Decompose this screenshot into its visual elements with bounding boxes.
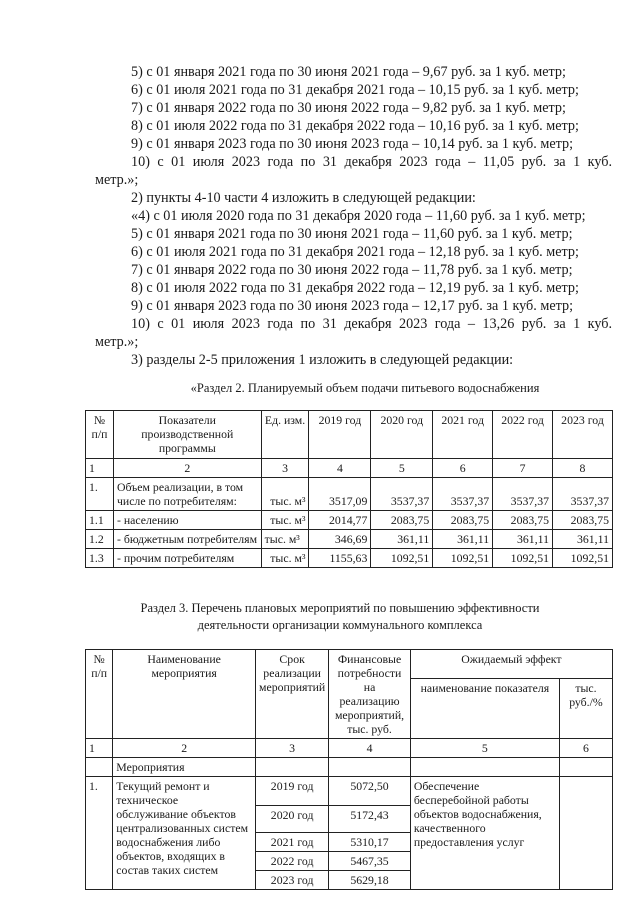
row-value: 361,11 xyxy=(493,530,553,549)
header-term: Срок реализации мероприятий xyxy=(256,650,329,739)
row-value: 2083,75 xyxy=(493,511,553,530)
row-value: 1092,51 xyxy=(433,549,493,568)
table-row xyxy=(86,478,613,511)
text-line: 7) с 01 января 2022 года по 30 июня 2022 года – 9,82 руб. за 1 куб. метр; xyxy=(131,100,566,116)
section3-caption xyxy=(110,600,570,634)
header-name: Наименование мероприятия xyxy=(113,650,256,739)
column-number: 3 xyxy=(256,739,329,758)
row-value: 3537,37 xyxy=(493,478,553,511)
empty-cell xyxy=(256,758,329,777)
column-number-row xyxy=(86,459,613,478)
row-value: 2083,75 xyxy=(553,511,613,530)
row-value: 361,11 xyxy=(433,530,493,549)
column-number-row xyxy=(86,739,613,758)
empty-cell xyxy=(559,758,612,777)
row-amount: 5310,17 xyxy=(329,833,411,852)
column-number: 2 xyxy=(113,459,261,478)
row-value: 1092,51 xyxy=(371,549,433,568)
header-num: № п/п xyxy=(86,650,113,739)
row-value: 2014,77 xyxy=(309,511,371,530)
text-line: 8) с 01 июля 2022 года по 31 декабря 2022 года – 12,19 руб. за 1 куб. метр; xyxy=(131,280,579,296)
section3-caption-line: деятельности организации коммунального комплекса xyxy=(197,618,483,632)
group-label: Мероприятия xyxy=(113,758,256,777)
row-amount: 5172,43 xyxy=(329,806,411,833)
header-year: 2023 год xyxy=(553,411,613,459)
table-row xyxy=(86,777,613,806)
header-unit: Ед. изм. xyxy=(261,411,309,459)
row-unit: тыс. м³ xyxy=(261,478,309,511)
column-number: 1 xyxy=(86,459,114,478)
row-name: - населению xyxy=(113,511,261,530)
header-year: 2021 год xyxy=(433,411,493,459)
row-num: 1.2 xyxy=(86,530,114,549)
header-indicators: Показатели производственной программы xyxy=(113,411,261,459)
table-row xyxy=(86,530,613,549)
header-year: 2020 год xyxy=(371,411,433,459)
text-line: 7) с 01 января 2022 года по 30 июня 2022 года – 11,78 руб. за 1 куб. метр; xyxy=(131,262,573,278)
row-value: 2083,75 xyxy=(433,511,493,530)
section2-table xyxy=(85,410,613,568)
column-number: 1 xyxy=(86,739,113,758)
header-effect-unit: тыс. руб./% xyxy=(559,679,612,739)
row-value: 346,69 xyxy=(309,530,371,549)
text-line: 9) с 01 января 2023 года по 30 июня 2023 года – 12,17 руб. за 1 куб. метр; xyxy=(131,298,574,314)
text-line: метр.»; xyxy=(95,334,139,350)
row-year: 2023 год xyxy=(256,871,329,890)
table-row xyxy=(86,511,613,530)
row-value: 3537,37 xyxy=(433,478,493,511)
row-unit: тыс. м³ xyxy=(261,530,309,549)
text-line: 5) с 01 января 2021 года по 30 июня 2021 года – 9,67 руб. за 1 куб. метр; xyxy=(131,64,566,80)
row-amount: 5629,18 xyxy=(329,871,411,890)
row-year: 2020 год xyxy=(256,806,329,833)
row-num: 1. xyxy=(86,777,113,890)
empty-cell xyxy=(329,758,411,777)
row-year: 2021 год xyxy=(256,833,329,852)
header-year: 2019 год xyxy=(309,411,371,459)
column-number: 8 xyxy=(553,459,613,478)
text-line: «4) с 01 июля 2020 года по 31 декабря 2020 года – 11,60 руб. за 1 куб. метр; xyxy=(131,208,586,224)
text-line: 5) с 01 января 2021 года по 30 июня 2021 года – 11,60 руб. за 1 куб. метр; xyxy=(131,226,573,242)
row-value: 3537,37 xyxy=(371,478,433,511)
row-amount: 5072,50 xyxy=(329,777,411,806)
column-number: 4 xyxy=(329,739,411,758)
row-year: 2022 год xyxy=(256,852,329,871)
header-effect: Ожидаемый эффект xyxy=(410,650,612,679)
text-line: 6) с 01 июля 2021 года по 31 декабря 2021 года – 10,15 руб. за 1 куб. метр; xyxy=(131,82,579,98)
row-num: 1.1 xyxy=(86,511,114,530)
column-number: 5 xyxy=(410,739,559,758)
text-line: 10) с 01 июля 2023 года по 31 декабря 2023 года – 11,05 руб. за 1 куб. xyxy=(131,154,612,170)
empty-cell xyxy=(410,758,559,777)
group-row xyxy=(86,758,613,777)
text-line: 2) пункты 4-10 части 4 изложить в следующей редакции: xyxy=(131,190,476,206)
table-row xyxy=(86,549,613,568)
text-line: 10) с 01 июля 2023 года по 31 декабря 2023 года – 13,26 руб. за 1 куб. xyxy=(131,316,612,332)
column-number: 4 xyxy=(309,459,371,478)
text-line: метр.»; xyxy=(95,172,139,188)
section3-table xyxy=(85,649,613,890)
column-number: 7 xyxy=(493,459,553,478)
section2-caption: «Раздел 2. Планируемый объем подачи питьевого водоснабжения xyxy=(190,381,540,395)
text-line: 9) с 01 января 2023 года по 30 июня 2023 года – 10,14 руб. за 1 куб. метр; xyxy=(131,136,574,152)
row-value: 1092,51 xyxy=(493,549,553,568)
empty-cell xyxy=(559,777,612,890)
table-header-row xyxy=(86,411,613,459)
section3-caption-line: Раздел 3. Перечень плановых мероприятий по повышению эффективности xyxy=(140,601,540,615)
empty-cell xyxy=(86,758,113,777)
row-amount: 5467,35 xyxy=(329,852,411,871)
table-header-row xyxy=(86,650,613,679)
row-num: 1. xyxy=(86,478,114,511)
column-number: 3 xyxy=(261,459,309,478)
header-effect-name: наименование показателя xyxy=(410,679,559,739)
text-line: 8) с 01 июля 2022 года по 31 декабря 2022 года – 10,16 руб. за 1 куб. метр; xyxy=(131,118,579,134)
row-value: 361,11 xyxy=(553,530,613,549)
row-name: - прочим потребителям xyxy=(113,549,261,568)
row-value: 1155,63 xyxy=(309,549,371,568)
row-name: - бюджетным потребителям xyxy=(113,530,261,549)
row-name: Текущий ремонт и техническое обслуживание объектов централизованных систем водоснабжения либо объектов, входящих в состав таких систем xyxy=(113,777,256,890)
row-value: 2083,75 xyxy=(371,511,433,530)
header-year: 2022 год xyxy=(493,411,553,459)
row-value: 3517,09 xyxy=(309,478,371,511)
header-finance: Финансовые потребности на реализацию мероприятий, тыс. руб. xyxy=(329,650,411,739)
row-year: 2019 год xyxy=(256,777,329,806)
row-unit: тыс. м³ xyxy=(261,549,309,568)
text-line: 6) с 01 июля 2021 года по 31 декабря 2021 года – 12,18 руб. за 1 куб. метр; xyxy=(131,244,579,260)
row-value: 1092,51 xyxy=(553,549,613,568)
row-num: 1.3 xyxy=(86,549,114,568)
column-number: 5 xyxy=(371,459,433,478)
row-value: 3537,37 xyxy=(553,478,613,511)
column-number: 2 xyxy=(113,739,256,758)
column-number: 6 xyxy=(433,459,493,478)
row-effect: Обеспечение бесперебойной работы объектов водоснабжения, качественного предоставления услуг xyxy=(410,777,559,890)
row-name: Объем реализации, в том числе по потребителям: xyxy=(113,478,261,511)
row-value: 361,11 xyxy=(371,530,433,549)
column-number: 6 xyxy=(559,739,612,758)
header-num: № п/п xyxy=(86,411,114,459)
row-unit: тыс. м³ xyxy=(261,511,309,530)
text-line: 3) разделы 2-5 приложения 1 изложить в следующей редакции: xyxy=(131,352,514,368)
